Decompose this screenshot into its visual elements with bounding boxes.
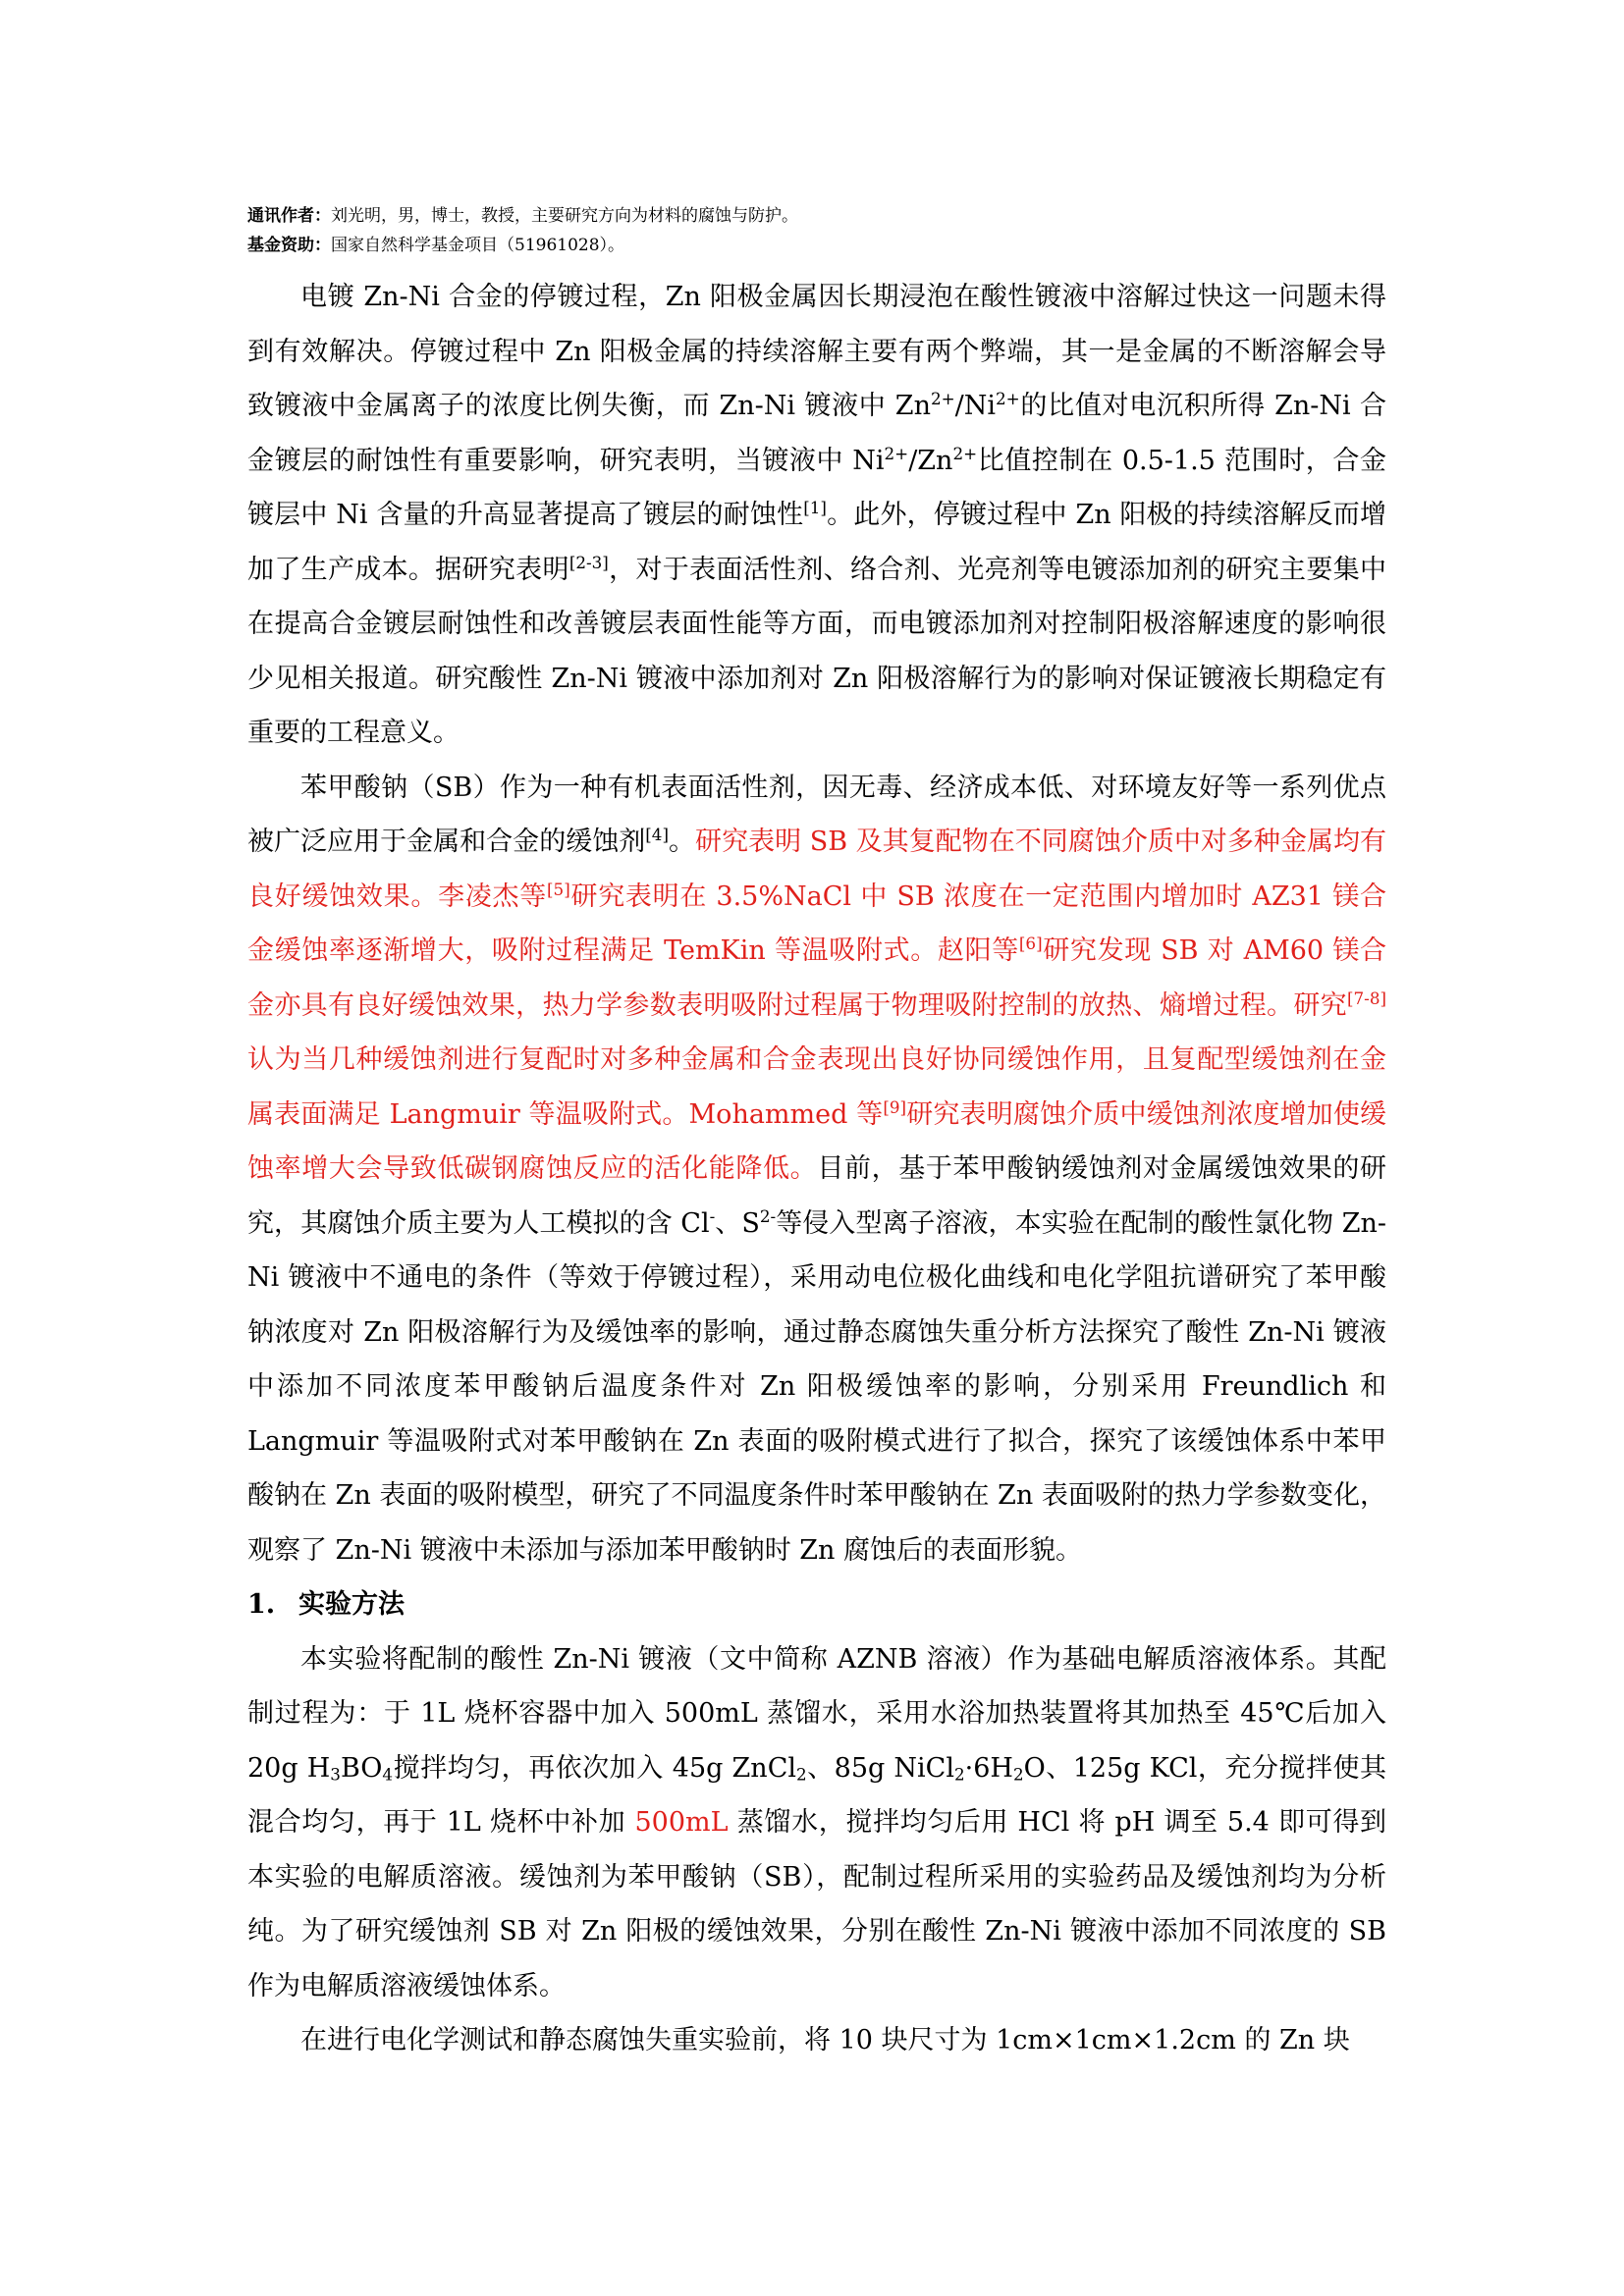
highlighted-text: 研究表明 SB 及其复配物在不同腐蚀介质中对多种金属均有良好缓蚀效果。李凌杰等 [247, 827, 1387, 912]
author-label: 通讯作者： [247, 206, 331, 226]
subscript: 4 [382, 1763, 394, 1784]
citation: [1] [803, 497, 827, 517]
text-run: BO [340, 1752, 383, 1784]
fund-text: 国家自然科学基金项目（51961028）。 [331, 236, 625, 255]
text-run: /Ni [954, 391, 996, 421]
superscript: 2+ [930, 388, 955, 408]
highlighted-text: 认为当几种缓蚀剂进行复配时对多种金属和合金表现出良好协同缓蚀作用，且复配型缓蚀剂在金属表面满足 Langmuir 等温吸附式。Mohammed 等 [247, 1044, 1386, 1130]
text-run: 等侵入型离子溶液，本实验在配制的酸性氯化物 Zn-Ni 镀液中不通电的条件（等效于停镀过程），采用动电位极化曲线和电化学阻抗谱研究了苯甲酸钠浓度对 Zn 阳极溶解行为及缓蚀率的影响，通过静态腐蚀失重分析方法探究了酸性 Zn-Ni 镀液中添加不同浓度苯甲酸钠后温度条件对 Zn 阳极缓蚀率的影响，分别采用 Freundlich 和 Langmuir 等温吸附式对苯甲酸钠在 Zn 表面的吸附模式进行了拟合，探究了该缓蚀体系中苯甲酸钠在 Zn 表面的吸附模型，研究了不同温度条件时苯甲酸钠在 Zn 表面吸附的热力学参数变化，观察了 Zn-Ni 镀液中未添加与添加苯甲酸钠时 Zn 腐蚀后的表面形貌。 [247, 1207, 1387, 1566]
superscript: - [709, 1205, 716, 1226]
highlighted-text: 500mL [634, 1807, 729, 1838]
corresponding-author-note [247, 201, 1386, 231]
citation: [2-3] [568, 552, 609, 572]
text-run: ，对于表面活性剂、络合剂、光亮剂等电镀添加剂的研究主要集中在提高合金镀层耐蚀性和改善镀层表面性能等方面，而电镀添加剂对控制阳极溶解速度的影响很少见相关报道。研究酸性 Zn-Ni 镀液中添加剂对 Zn 阳极溶解行为的影响对保证镀液长期稳定有重要的工程意义。 [247, 554, 1387, 748]
citation: [4] [645, 824, 669, 844]
highlighted-text: 研究表明腐蚀介质中缓蚀剂浓度增加使缓蚀率增大会导致低碳钢腐蚀反应的活化能降低。 [247, 1098, 1386, 1184]
highlighted-text: 研究发现 SB 对 AM60 镁合金亦具有良好缓蚀效果，热力学参数表明吸附过程属于物理吸附控制的放热、熵增过程。研究 [247, 935, 1387, 1021]
text-run: 、85g NiCl [806, 1752, 954, 1784]
text-run: 搅拌均匀，再依次加入 45g ZnCl [393, 1752, 796, 1784]
text-run: O、125g KCl，充分搅拌使其混合均匀，再于 1L 烧杯中补加 [247, 1752, 1386, 1838]
citation: [7-8] [1346, 988, 1386, 1008]
text-run: 苯甲酸钠（SB）作为一种有机表面活性剂，因无毒、经济成本低、对环境友好等一系列优点被广泛应用于金属和合金的缓蚀剂 [247, 772, 1386, 857]
funding-note [247, 231, 1386, 260]
superscript: 2+ [884, 443, 909, 463]
superscript: 2+ [952, 443, 978, 463]
subscript: 2 [795, 1763, 807, 1784]
subscript: 2 [1012, 1763, 1024, 1784]
citation: [6] [1018, 933, 1043, 953]
superscript: 2- [759, 1205, 777, 1226]
text-run: 、S [715, 1207, 760, 1239]
text-run: 比值控制在 0.5-1.5 范围时，合金镀层中 Ni 含量的升高显著提高了镀层的耐蚀性 [247, 445, 1386, 530]
paragraph-method [247, 1632, 1386, 2014]
paragraph-intro [247, 270, 1386, 761]
text-run: 的比值对电沉积所得 Zn-Ni 合金镀层的耐蚀性有重要影响，研究表明，当镀液中 Ni [247, 391, 1386, 476]
author-text: 刘光明，男，博士，教授，主要研究方向为材料的腐蚀与防护。 [331, 206, 798, 226]
highlighted-text: 研究表明在 3.5%NaCl 中 SB 浓度在一定范围内增加时 AZ31 镁合金缓蚀率逐渐增大，吸附过程满足 TemKin 等温吸附式。赵阳等 [247, 881, 1386, 966]
text-run: 目前，基于苯甲酸钠缓蚀剂对金属缓蚀效果的研究，其腐蚀介质主要为人工模拟的含 Cl [247, 1153, 1387, 1239]
text-run: 本实验将配制的酸性 Zn-Ni 镀液（文中简称 AZNB 溶液）作为基础电解质溶液体系。其配制过程为：于 1L 烧杯容器中加入 500mL 蒸馏水，采用水浴加热装置将其加热至 45℃后加入 20g H [247, 1643, 1386, 1784]
fund-label: 基金资助： [247, 236, 331, 255]
text-run: ·6H [964, 1752, 1013, 1784]
section-title: 实验方法 [298, 1589, 405, 1620]
paper-page [247, 201, 1386, 2068]
paragraph-pretreatment [247, 2013, 1386, 2068]
text-run: 蒸馏水，搅拌均匀后用 HCl 将 pH 调至 5.4 即可得到本实验的电解质溶液。缓蚀剂为苯甲酸钠（SB），配制过程所采用的实验药品及缓蚀剂均为分析纯。为了研究缓蚀剂 SB 对 Zn 阳极的缓蚀效果，分别在酸性 Zn-Ni 镀液中添加不同浓度的 SB 作为电解质溶液缓蚀体系。 [247, 1807, 1387, 2002]
paragraph-sodium-benzoate [247, 761, 1386, 1578]
citation: [9] [883, 1096, 907, 1117]
text-run: 。此外，停镀过程中 Zn 阳极的持续溶解反而增加了生产成本。据研究表明 [247, 500, 1386, 585]
section-number: 1. [247, 1589, 276, 1620]
section-heading [247, 1577, 1386, 1632]
subscript: 3 [330, 1763, 341, 1784]
text-run: 在进行电化学测试和静态腐蚀失重实验前，将 10 块尺寸为 1cm×1cm×1.2cm 的 Zn 块 [300, 2025, 1350, 2056]
subscript: 2 [953, 1763, 965, 1784]
citation: [5] [547, 879, 570, 899]
text-run: /Zn [908, 445, 953, 476]
text-run: 电镀 Zn-Ni 合金的停镀过程，Zn 阳极金属因长期浸泡在酸性镀液中溶解过快这一问题未得到有效解决。停镀过程中 Zn 阳极金属的持续溶解主要有两个弊端，其一是金属的不断溶解会导致镀液中金属离子的浓度比例失衡，而 Zn-Ni 镀液中 Zn [247, 282, 1386, 421]
superscript: 2+ [996, 388, 1020, 408]
text-run: 。 [669, 827, 696, 857]
